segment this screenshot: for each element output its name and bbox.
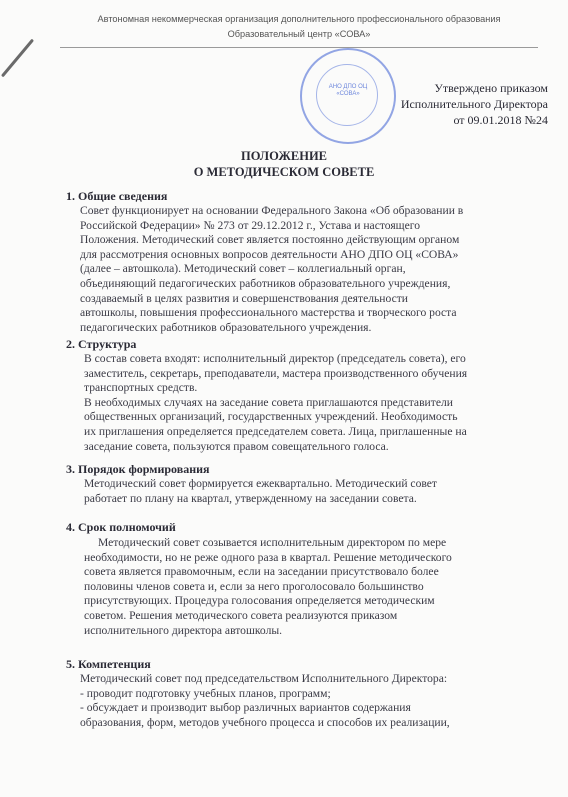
text-line: Методический совет под председательством Исполнительного Директора: [80,672,448,685]
official-stamp [300,48,396,144]
text-line: - проводит подготовку учебных планов, программ; [80,686,331,700]
approval-line3: от 09.01.2018 №24 [453,113,548,127]
text-line: Методический совет созывается исполнительным директором по мере [98,536,447,549]
text-line: В состав совета входят: исполнительный директор (председатель совета), его [84,352,466,365]
text-line: общественных организаций, государственных учреждений. Необходимость [84,410,458,424]
text-line: заседание совета, пользуются правом совещательного голоса. [84,439,389,453]
pen-mark [1,39,34,78]
section-body-formation [84,477,534,506]
text-line: образования, форм, методов учебного процесса и способов их реализации, [80,715,450,729]
text-line: совета является правомочным, если на заседании присутствовало более [84,565,439,579]
section-body-general [80,204,532,335]
text-line: их приглашения определяется председателем совета. Лица, приглашенные на [84,424,467,438]
section-body-term [84,536,534,638]
text-line: Российской Федерации» № 273 от 29.12.2012 г., Устава и настоящего [80,218,420,232]
text-line: объединяющий педагогических работников образовательного учреждения, [80,276,451,290]
section-heading-structure: 2. Структура [66,337,137,351]
text-line: педагогических работников образовательного учреждения. [80,320,372,334]
header-divider [60,47,538,48]
section-heading-term: 4. Срок полномочий [66,520,176,534]
organization-header [60,12,538,42]
org-name-line2: Образовательный центр «СОВА» [227,29,371,39]
text-line: необходимости, но не реже одного раза в квартал. Решение методического [84,550,452,564]
text-line: (далее – автошкола). Методический совет – коллегиальный орган, [80,262,406,276]
section-heading-competence: 5. Компетенция [66,657,151,671]
text-line: Методический совет формируется ежеквартально. Методический совет [84,477,437,490]
section-body-structure [84,352,534,454]
text-line: исполнительного директора автошколы. [84,623,283,637]
text-line: работает по плану на квартал, утвержденному на заседании совета. [84,491,417,505]
section-heading-formation: 3. Порядок формирования [66,462,210,476]
text-line: заместитель, секретарь, преподаватели, мастера производственного обучения [84,366,468,380]
text-line: транспортных средств. [84,381,198,395]
org-name-line1: Автономная некоммерческая организация дополнительного профессионального образования [97,14,501,24]
text-line: присутствующих. Процедура голосования определяется методическим [84,594,435,608]
text-line: - обсуждает и производит выбор различных вариантов содержания [80,701,411,715]
document-title [0,148,568,180]
approval-line1: Утверждено приказом [434,81,548,95]
text-line: создаваемый в целях развития и совершенствования деятельности [80,291,408,305]
section-body-competence [80,672,534,730]
text-line: половины членов совета и, если за него проголосовало большинство [84,579,424,593]
text-line: для рассмотрения основных вопросов деятельности АНО ДПО ОЦ «СОВА» [80,247,459,261]
title-line2: О МЕТОДИЧЕСКОМ СОВЕТЕ [193,165,375,179]
text-line: автошколы, повышения профессионального мастерства и творческого роста [80,306,457,320]
approval-block [401,80,548,128]
title-line1: ПОЛОЖЕНИЕ [240,149,328,163]
section-heading-general: 1. Общие сведения [66,189,168,203]
text-line: советом. Решения методического совета реализуются приказом [84,608,398,622]
text-line: Положения. Методический совет является постоянно действующим органом [80,233,460,247]
text-line: Совет функционирует на основании Федерального Закона «Об образовании в [80,204,464,217]
stamp-core-text: АНО ДПО ОЦ «СОВА» [328,84,368,97]
text-line: В необходимых случаях на заседание совета приглашаются представители [84,395,453,409]
approval-line2: Исполнительного Директора [400,97,548,111]
